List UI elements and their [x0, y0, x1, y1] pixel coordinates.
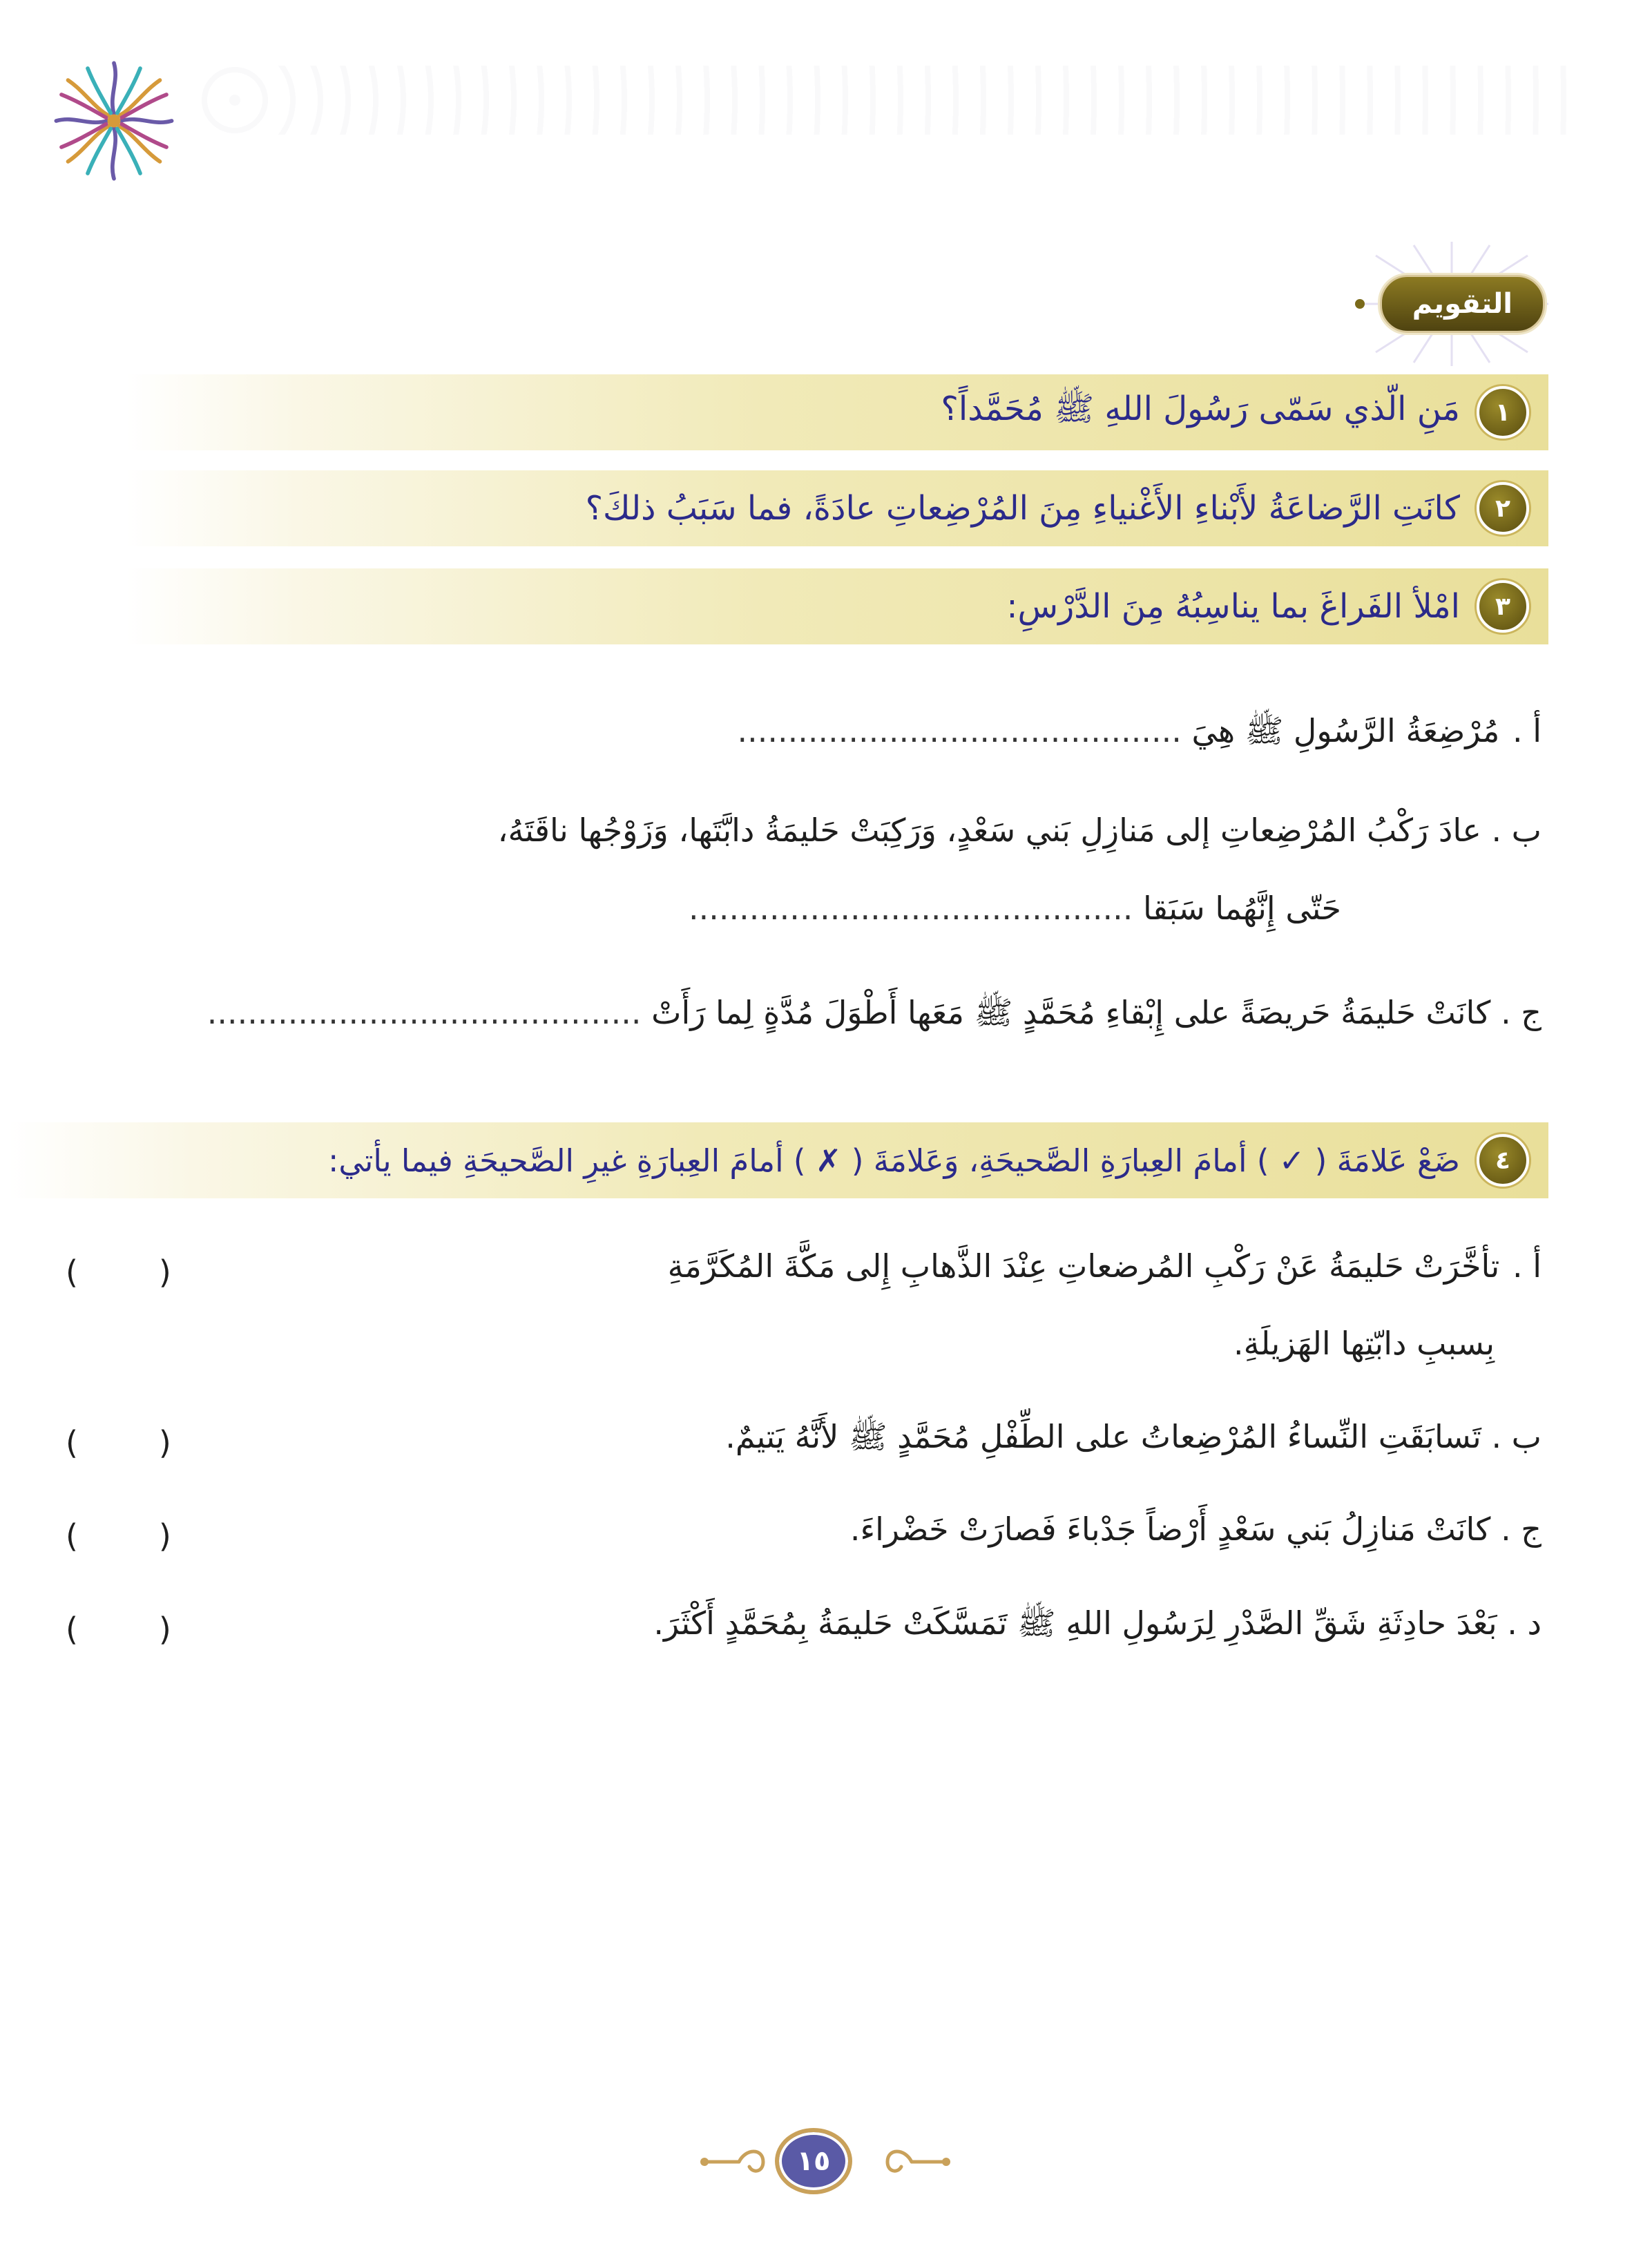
- page-number: ١٥: [775, 2128, 852, 2194]
- question-4-text: [328, 1142, 1460, 1179]
- item-letter: ب .: [1491, 1418, 1541, 1455]
- question-3-bar: [126, 568, 1548, 644]
- decorative-pattern-band: [200, 66, 1582, 135]
- true-false-b-text: تَسابَقَتِ النِّساءُ المُرْضِعاتُ على الطِّفْلِ مُحَمَّدٍ ﷺ لأَنَّهُ يَتيمٌ.: [725, 1418, 1481, 1455]
- true-false-d: [653, 1604, 1541, 1650]
- question-4-text-before: ضَعْ عَلامَةَ (: [1314, 1142, 1460, 1179]
- true-false-a: [668, 1247, 1541, 1285]
- floral-ornament-icon: [48, 55, 180, 186]
- question-4-text-after: ) أمامَ العِبارَةِ غيرِ الصَّحيحَةِ فيما يأتي:: [328, 1142, 806, 1179]
- true-false-b: [725, 1417, 1541, 1464]
- answer-blank[interactable]: ............................................: [688, 890, 1133, 927]
- question-1-bar: [126, 374, 1548, 450]
- fill-blank-a-text: مُرْضِعَةُ الرَّسُولِ ﷺ هِيَ: [1191, 712, 1500, 749]
- item-letter: أ .: [1512, 712, 1541, 749]
- question-number-badge: ٢: [1477, 482, 1529, 535]
- item-letter: ج .: [1501, 994, 1541, 1031]
- item-letter: أ .: [1512, 1247, 1541, 1285]
- true-false-c: [850, 1511, 1541, 1548]
- true-false-a-continuation: [1233, 1325, 1495, 1362]
- fill-blank-c: [207, 993, 1541, 1039]
- answer-blank[interactable]: ............................................: [737, 712, 1182, 749]
- true-false-d-text: بَعْدَ حادِثَةِ شَقِّ الصَّدْرِ لِرَسُولِ اللهِ ﷺ تَمَسَّكَتْ حَليمَةُ بِمُحَمَّدٍ أَكْثَرَ.: [653, 1604, 1497, 1642]
- question-number-badge: ٣: [1477, 580, 1529, 633]
- question-4-bar: [8, 1122, 1548, 1198]
- section-title: التقويم: [1412, 288, 1512, 320]
- question-4-text-middle: ) أمامَ العِبارَةِ الصَّحيحَةِ، وَعَلامَةَ (: [851, 1142, 1269, 1179]
- section-header: [1355, 271, 1545, 337]
- fill-blank-a: [738, 711, 1542, 758]
- answer-parentheses[interactable]: ( ): [66, 1611, 171, 1648]
- answer-parentheses[interactable]: ( ): [66, 1517, 171, 1555]
- answer-parentheses[interactable]: ( ): [66, 1424, 171, 1461]
- item-letter: ج .: [1501, 1511, 1541, 1548]
- question-3-text: امْلأ الفَراغَ بما يناسِبُهُ مِنَ الدَّرْسِ:: [1006, 587, 1460, 626]
- answer-blank[interactable]: ...........................................: [206, 994, 642, 1031]
- question-2-bar: [126, 470, 1548, 546]
- true-false-a-text: تأخَّرَتْ حَليمَةُ عَنْ رَكْبِ المُرضعاتِ عِنْدَ الذَّهابِ إِلى مَكَّةَ المُكَرَّمَةِ: [667, 1247, 1500, 1285]
- page-footer: [698, 2124, 953, 2200]
- answer-parentheses[interactable]: ( ): [66, 1254, 171, 1291]
- question-number-badge: ١: [1477, 386, 1529, 439]
- fill-blank-b-text: عادَ رَكْبُ المُرْضِعاتِ إلى مَنازِلِ بَني سَعْدٍ، وَرَكِبَتْ حَليمَةُ دابَّتَها، وَزَوْجُها ناقَتَهُ،: [497, 812, 1481, 849]
- question-1-text: مَنِ الّذي سَمّى رَسُولَ اللهِ ﷺ مُحَمَّداً؟: [941, 389, 1460, 428]
- true-false-c-text: كانَتْ مَنازِلُ بَني سَعْدٍ أَرْضاً جَدْباءَ فَصارَتْ خَضْراءَ.: [849, 1511, 1491, 1548]
- fill-blank-b-continuation: [689, 890, 1341, 927]
- cross-mark-icon: ✗: [815, 1142, 842, 1179]
- check-mark-icon: ✓: [1278, 1142, 1305, 1179]
- fill-blank-b-text-cont: حَتّى إِنَّهُما سَبَقا: [1142, 890, 1341, 927]
- true-false-a-text-cont: بِسببِ دابّتِها الهَزيلَةِ.: [1233, 1325, 1495, 1362]
- question-number-badge: ٤: [1477, 1134, 1529, 1187]
- fill-blank-c-text: كانَتْ حَليمَةُ حَريصَةً على إِبْقاءِ مُحَمَّدٍ ﷺ مَعَها أَطْوَلَ مُدَّةٍ لِما رَأَتْ: [651, 994, 1491, 1031]
- fill-blank-b: [498, 812, 1541, 849]
- item-letter: ب .: [1491, 812, 1541, 849]
- bullet-dot-icon: [1355, 299, 1365, 309]
- item-letter: د .: [1507, 1604, 1541, 1642]
- question-2-text: كانَتِ الرَّضاعَةُ لأَبْناءِ الأَغْنياءِ مِنَ المُرْضِعاتِ عادَةً، فما سَبَبُ ذلكَ؟: [585, 489, 1460, 528]
- section-title-pill: [1380, 275, 1545, 333]
